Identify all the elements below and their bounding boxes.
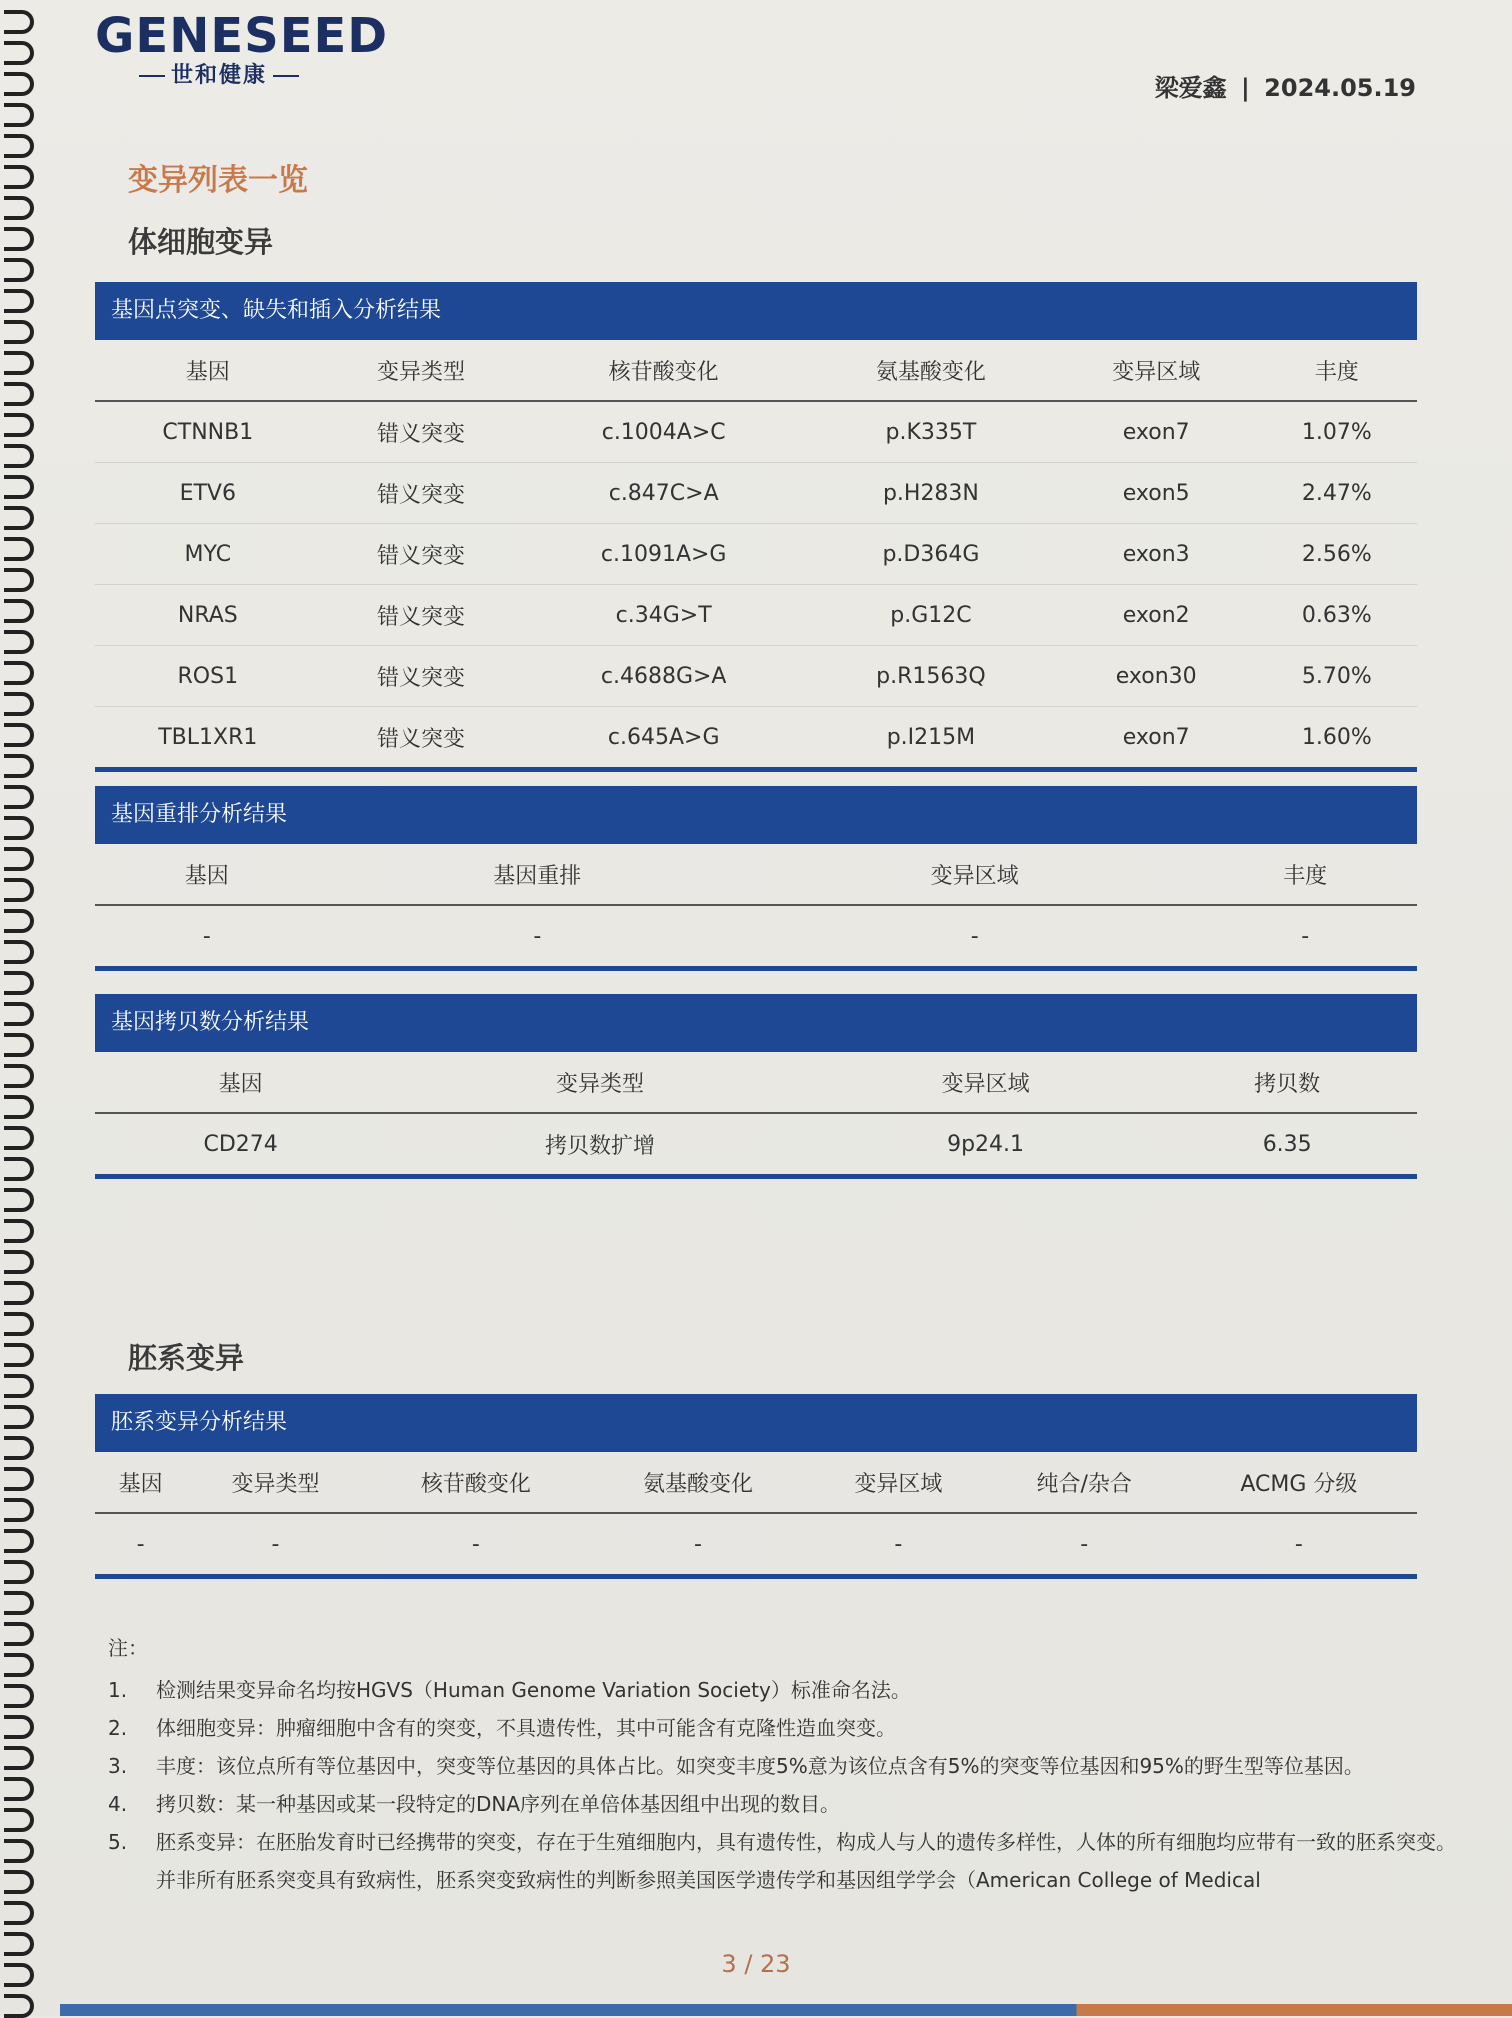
- table-cell: -: [202, 923, 211, 949]
- binding-ring: [4, 475, 34, 499]
- binding-ring: [4, 1715, 34, 1739]
- table-row: [95, 646, 1417, 707]
- column-header: 核苷酸变化: [365, 1452, 587, 1513]
- table-cell: -: [533, 923, 542, 949]
- binding-ring: [4, 1994, 34, 2018]
- germline-table-bar: 胚系变异分析结果: [95, 1394, 1417, 1452]
- table-cell: -: [471, 1531, 480, 1557]
- table-cell: 1.07%: [1257, 401, 1417, 463]
- note-item: [108, 1823, 1468, 1899]
- note-item: [108, 1785, 1468, 1823]
- table-cell: 错义突变: [321, 463, 522, 524]
- table-row: [95, 1513, 1417, 1574]
- table-bottom-rule: [95, 1174, 1417, 1179]
- table-cell: p.R1563Q: [806, 646, 1056, 707]
- binding-ring: [4, 754, 34, 778]
- binding-ring: [4, 785, 34, 809]
- binding-ring: [4, 940, 34, 964]
- table-cell: p.G12C: [806, 585, 1056, 646]
- column-header: 基因重排: [319, 844, 756, 905]
- report-date: 2024.05.19: [1264, 74, 1416, 102]
- binding-ring: [4, 41, 34, 65]
- germline-section-title: 胚系变异: [128, 1341, 245, 1375]
- table-row: [95, 524, 1417, 585]
- binding-ring: [4, 1591, 34, 1615]
- table-cell: -: [694, 1531, 702, 1557]
- page-number: 3 / 23: [721, 1950, 791, 1978]
- column-header: 变异区域: [809, 1452, 988, 1513]
- binding-ring: [4, 630, 34, 654]
- table-row: [95, 585, 1417, 646]
- note-number: 2.: [108, 1716, 128, 1740]
- table-cell: p.I215M: [886, 724, 976, 750]
- table-cell: 1.60%: [1301, 724, 1372, 750]
- table-cell: 2.47%: [1257, 463, 1417, 524]
- binding-ring: [4, 103, 34, 127]
- table-cell: TBL1XR1: [158, 724, 258, 750]
- binding-ring: [4, 1777, 34, 1801]
- table-cell: exon2: [1056, 585, 1257, 646]
- notes-list: [108, 1671, 1468, 1899]
- binding-ring: [4, 1839, 34, 1863]
- note-text: 胚系变异：在胚胎发育时已经携带的突变，存在于生殖细胞内，具有遗传性，构成人与人的遗传多样性，人体的所有细胞均应带有一致的胚系突变。并非所有胚系突变具有致病性，胚系突变致病性的判断参照美国医学遗传学和基因组学学会（American College of Medical: [156, 1830, 1456, 1892]
- table-cell: p.K335T: [806, 401, 1056, 463]
- binding-ring: [4, 1622, 34, 1646]
- table-cell: -: [1301, 923, 1310, 949]
- table-cell: 0.63%: [1257, 585, 1417, 646]
- binding-ring: [4, 723, 34, 747]
- cnv-table-bar: 基因拷贝数分析结果: [95, 994, 1417, 1052]
- table-cell: -: [894, 1531, 903, 1557]
- table-cell: 5.70%: [1257, 646, 1417, 707]
- table-cell: 错义突变: [321, 646, 522, 707]
- binding-ring: [4, 289, 34, 313]
- column-header: 基因: [95, 1052, 386, 1113]
- binding-ring: [4, 1126, 34, 1150]
- table-bottom-rule: [95, 1574, 1417, 1579]
- notes-lead: 注：: [108, 1636, 148, 1660]
- column-header: 氨基酸变化: [806, 340, 1056, 401]
- table-cell: MYC: [95, 524, 321, 585]
- note-item: [108, 1671, 1468, 1709]
- table-row: [95, 707, 1417, 768]
- note-number: 1.: [108, 1678, 128, 1702]
- table-cell: 9p24.1: [947, 1131, 1025, 1157]
- binding-ring: [4, 1684, 34, 1708]
- table-bottom-rule: [95, 966, 1417, 971]
- logo-wordmark: GENESEED: [95, 8, 389, 64]
- note-number: 3.: [108, 1754, 128, 1778]
- binding-ring: [4, 72, 34, 96]
- column-header: 变异区域: [814, 1052, 1158, 1113]
- notes-section: [108, 1632, 1468, 1899]
- note-item: [108, 1747, 1468, 1785]
- fusion-table-bar: 基因重排分析结果: [95, 786, 1417, 844]
- table-cell: 6.35: [1262, 1131, 1312, 1157]
- snv-table-block: [95, 282, 1417, 772]
- table-cell: p.D364G: [806, 524, 1056, 585]
- column-header: 纯合/杂合: [988, 1452, 1181, 1513]
- column-header: 核苷酸变化: [521, 340, 806, 401]
- binding-ring: [4, 382, 34, 406]
- table-cell: -: [1294, 1531, 1303, 1557]
- column-header: 基因: [95, 340, 321, 401]
- table-cell: p.H283N: [806, 463, 1056, 524]
- table-bottom-rule: [95, 767, 1417, 772]
- binding-ring: [4, 506, 34, 530]
- binding-ring: [4, 971, 34, 995]
- report-header-meta: [1155, 68, 1416, 103]
- binding-ring: [4, 165, 34, 189]
- binding-ring: [4, 1870, 34, 1894]
- table-cell: -: [970, 923, 979, 949]
- column-header: 变异区域: [756, 844, 1193, 905]
- logo-subtitle: 世和健康: [95, 58, 305, 89]
- table-row: [95, 463, 1417, 524]
- binding-ring: [4, 1157, 34, 1181]
- column-header: 基因: [95, 844, 319, 905]
- note-text: 丰度：该位点所有等位基因中，突变等位基因的具体占比。如突变丰度5%意为该位点含有5%的突变等位基因和95%的野生型等位基因。: [156, 1754, 1364, 1778]
- binding-ring: [4, 1498, 34, 1522]
- table-cell: c.645A>G: [607, 724, 720, 750]
- binding-ring: [4, 320, 34, 344]
- table-cell: c.34G>T: [521, 585, 806, 646]
- table-cell: NRAS: [95, 585, 321, 646]
- binding-ring: [4, 1808, 34, 1832]
- table-header-row: [95, 1452, 1417, 1513]
- column-header: 变异区域: [1056, 340, 1257, 401]
- table-cell: -: [136, 1531, 145, 1557]
- table-header-row: [95, 844, 1417, 905]
- binding-ring: [4, 1343, 34, 1367]
- binding-ring: [4, 661, 34, 685]
- binding-ring: [4, 1219, 34, 1243]
- binding-ring: [4, 258, 34, 282]
- table-cell: 错义突变: [321, 585, 522, 646]
- binding-ring: [4, 537, 34, 561]
- table-cell: CTNNB1: [95, 401, 321, 463]
- fusion-table-block: [95, 786, 1417, 971]
- table-cell: CD274: [203, 1131, 278, 1157]
- table-cell: exon7: [1122, 724, 1190, 750]
- snv-table-bar: 基因点突变、缺失和插入分析结果: [95, 282, 1417, 340]
- binding-ring: [4, 909, 34, 933]
- table-cell: c.1004A>C: [521, 401, 806, 463]
- note-text: 检测结果变异命名均按HGVS（Human Genome Variation Society）标准命名法。: [156, 1678, 911, 1702]
- snv-table: [95, 340, 1417, 767]
- binding-ring: [4, 568, 34, 592]
- table-cell: exon7: [1056, 401, 1257, 463]
- table-cell: c.847C>A: [521, 463, 806, 524]
- binding-ring: [4, 847, 34, 871]
- binding-ring: [4, 1281, 34, 1305]
- binding-ring: [4, 878, 34, 902]
- binding-ring: [4, 599, 34, 623]
- somatic-section-title: 体细胞变异: [128, 225, 274, 259]
- binding-ring: [4, 351, 34, 375]
- company-logo: [95, 8, 389, 89]
- table-header-row: [95, 1052, 1417, 1113]
- binding-ring: [4, 692, 34, 716]
- column-header: 变异类型: [386, 1052, 814, 1113]
- binding-ring: [4, 227, 34, 251]
- column-header: 变异类型: [186, 1452, 365, 1513]
- footer-color-strip: [60, 2004, 1512, 2016]
- binding-ring: [4, 413, 34, 437]
- binding-ring: [4, 1746, 34, 1770]
- binding-ring: [4, 1033, 34, 1057]
- table-cell: 错义突变: [376, 726, 465, 752]
- binding-ring: [4, 196, 34, 220]
- binding-ring: [4, 1250, 34, 1274]
- cnv-table-block: [95, 994, 1417, 1179]
- column-header: 变异类型: [321, 340, 522, 401]
- patient-name: 梁爱鑫: [1154, 74, 1227, 102]
- table-cell: c.1091A>G: [521, 524, 806, 585]
- binding-ring: [4, 444, 34, 468]
- table-cell: -: [271, 1531, 280, 1557]
- table-row: [95, 905, 1417, 966]
- binding-ring: [4, 1312, 34, 1336]
- binding-ring: [4, 1374, 34, 1398]
- binding-ring: [4, 1467, 34, 1491]
- column-header: ACMG 分级: [1181, 1452, 1417, 1513]
- binding-ring: [4, 1405, 34, 1429]
- table-cell: exon30: [1056, 646, 1257, 707]
- table-cell: 错义突变: [321, 401, 522, 463]
- binding-ring: [4, 1188, 34, 1212]
- table-cell: exon5: [1056, 463, 1257, 524]
- table-cell: c.4688G>A: [521, 646, 806, 707]
- binding-ring: [4, 1002, 34, 1026]
- binding-ring: [4, 1560, 34, 1584]
- note-number: 4.: [108, 1792, 128, 1816]
- table-header-row: [95, 340, 1417, 401]
- note-text: 体细胞变异：肿瘤细胞中含有的突变，不具遗传性，其中可能含有克隆性造血突变。: [156, 1716, 896, 1740]
- binding-ring: [4, 1653, 34, 1677]
- note-number: 5.: [108, 1830, 128, 1854]
- binding-ring: [4, 10, 34, 34]
- table-cell: -: [1080, 1531, 1089, 1557]
- binding-ring: [4, 1901, 34, 1925]
- binding-ring: [4, 134, 34, 158]
- column-header: 氨基酸变化: [587, 1452, 809, 1513]
- note-item: [108, 1709, 1468, 1747]
- header-separator: |: [1241, 74, 1250, 102]
- germline-table: [95, 1452, 1417, 1574]
- binding-ring: [4, 1436, 34, 1460]
- page-title: 变异列表一览: [128, 163, 308, 198]
- column-header: 丰度: [1257, 340, 1417, 401]
- table-cell: 拷贝数扩增: [544, 1133, 655, 1159]
- column-header: 拷贝数: [1157, 1052, 1417, 1113]
- table-cell: 错义突变: [321, 524, 522, 585]
- spiral-binding: [0, 0, 40, 2016]
- cnv-table: [95, 1052, 1417, 1174]
- table-cell: 2.56%: [1257, 524, 1417, 585]
- table-row: [95, 401, 1417, 463]
- column-header: 基因: [95, 1452, 186, 1513]
- germline-table-block: [95, 1394, 1417, 1579]
- binding-ring: [4, 1095, 34, 1119]
- binding-ring: [4, 1064, 34, 1088]
- binding-ring: [4, 1529, 34, 1553]
- note-text: 拷贝数：某一种基因或某一段特定的DNA序列在单倍体基因组中出现的数目。: [156, 1792, 841, 1816]
- fusion-table: [95, 844, 1417, 966]
- table-cell: ETV6: [95, 463, 321, 524]
- binding-ring: [4, 816, 34, 840]
- column-header: 丰度: [1193, 844, 1417, 905]
- table-row: [95, 1113, 1417, 1174]
- table-cell: exon3: [1056, 524, 1257, 585]
- table-cell: ROS1: [95, 646, 321, 707]
